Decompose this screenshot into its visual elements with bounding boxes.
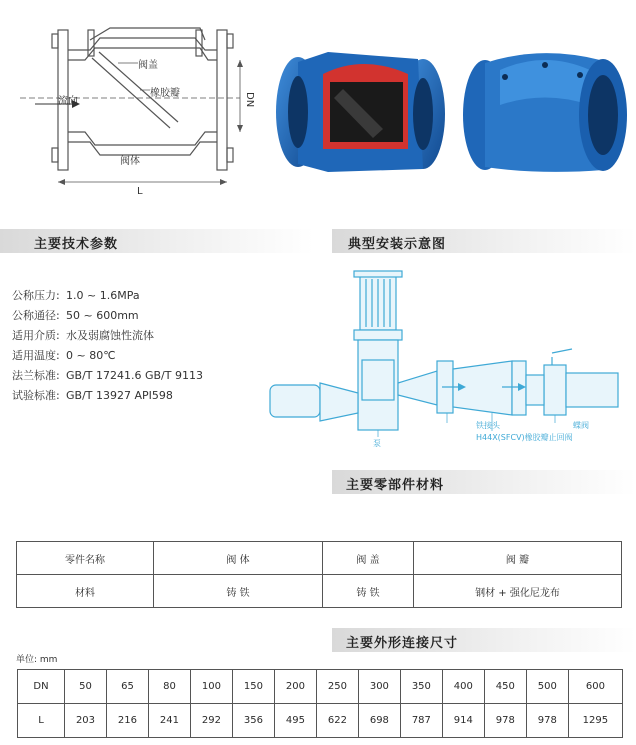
- table-cell: 450: [484, 670, 526, 704]
- label-length: L: [137, 186, 143, 197]
- unit-label: 单位: mm: [16, 655, 58, 665]
- valve-exterior-render: [455, 35, 630, 175]
- table-row: [17, 575, 622, 608]
- table-cell: 材料: [17, 575, 154, 608]
- spec-row: 法兰标准: GB/T 17241.6 GB/T 9113: [12, 369, 203, 382]
- table-cell: 80: [148, 670, 190, 704]
- table-cell: 292: [190, 704, 232, 738]
- label-joint: 铁接头: [476, 421, 500, 430]
- spec-row: 适用温度: 0 ~ 80℃: [12, 349, 116, 362]
- table-cell: 零件名称: [17, 542, 154, 575]
- table-cell: 铸 铁: [323, 575, 414, 608]
- label-body: 阀体: [120, 156, 140, 167]
- table-row: [18, 670, 623, 704]
- table-cell: 50: [65, 670, 107, 704]
- label-cover: 阀盖: [138, 60, 158, 71]
- table-cell: 914: [442, 704, 484, 738]
- table-cell: 978: [484, 704, 526, 738]
- spec-section-title: 主要技术参数: [34, 237, 119, 252]
- table-cell: DN: [18, 670, 65, 704]
- table-cell: 978: [526, 704, 568, 738]
- table-cell: 150: [232, 670, 274, 704]
- table-cell: 250: [316, 670, 358, 704]
- table-cell: 356: [232, 704, 274, 738]
- table-cell: 阀 盖: [323, 542, 414, 575]
- table-cell: 1295: [568, 704, 622, 738]
- table-cell: 400: [442, 670, 484, 704]
- dimensions-table: [17, 669, 623, 738]
- table-cell: 350: [400, 670, 442, 704]
- table-cell: 495: [274, 704, 316, 738]
- materials-table: [16, 541, 622, 608]
- valve-cutaway-render: [268, 34, 448, 174]
- table-cell: 787: [400, 704, 442, 738]
- table-cell: 阀 瓣: [414, 542, 622, 575]
- table-cell: 500: [526, 670, 568, 704]
- installation-diagram: [262, 265, 622, 450]
- table-cell: L: [18, 704, 65, 738]
- spec-row: 公称通径: 50 ~ 600mm: [12, 309, 139, 322]
- install-section-title: 典型安装示意图: [348, 237, 447, 252]
- spec-row: 适用介质: 水及弱腐蚀性流体: [12, 329, 154, 342]
- label-pump: 泵: [373, 439, 381, 448]
- label-butterfly: 蝶阀: [573, 421, 589, 430]
- table-row: [18, 704, 623, 738]
- table-cell: 300: [358, 670, 400, 704]
- materials-section-title: 主要零部件材料: [346, 478, 445, 493]
- table-cell: 203: [65, 704, 107, 738]
- label-dn: DN: [244, 92, 255, 108]
- table-cell: 100: [190, 670, 232, 704]
- spec-row: 试验标准: GB/T 13927 API598: [12, 389, 173, 402]
- table-cell: 241: [148, 704, 190, 738]
- table-cell: 阀 体: [154, 542, 323, 575]
- label-flow: 流向: [58, 96, 78, 107]
- table-cell: 622: [316, 704, 358, 738]
- table-cell: 698: [358, 704, 400, 738]
- table-cell: 216: [106, 704, 148, 738]
- table-cell: 200: [274, 670, 316, 704]
- table-cell: 钢材 + 强化尼龙布: [414, 575, 622, 608]
- valve-section-drawing: [0, 0, 270, 200]
- table-cell: 600: [568, 670, 622, 704]
- spec-row: 公称压力: 1.0 ~ 1.6MPa: [12, 289, 140, 302]
- dimensions-section-title: 主要外形连接尺寸: [346, 636, 459, 651]
- label-check-valve: H44X(SFCV)橡胶瓣止回阀: [476, 433, 573, 442]
- label-disc: 橡胶瓣: [150, 88, 180, 99]
- table-cell: 铸 铁: [154, 575, 323, 608]
- table-row: [17, 542, 622, 575]
- table-cell: 65: [106, 670, 148, 704]
